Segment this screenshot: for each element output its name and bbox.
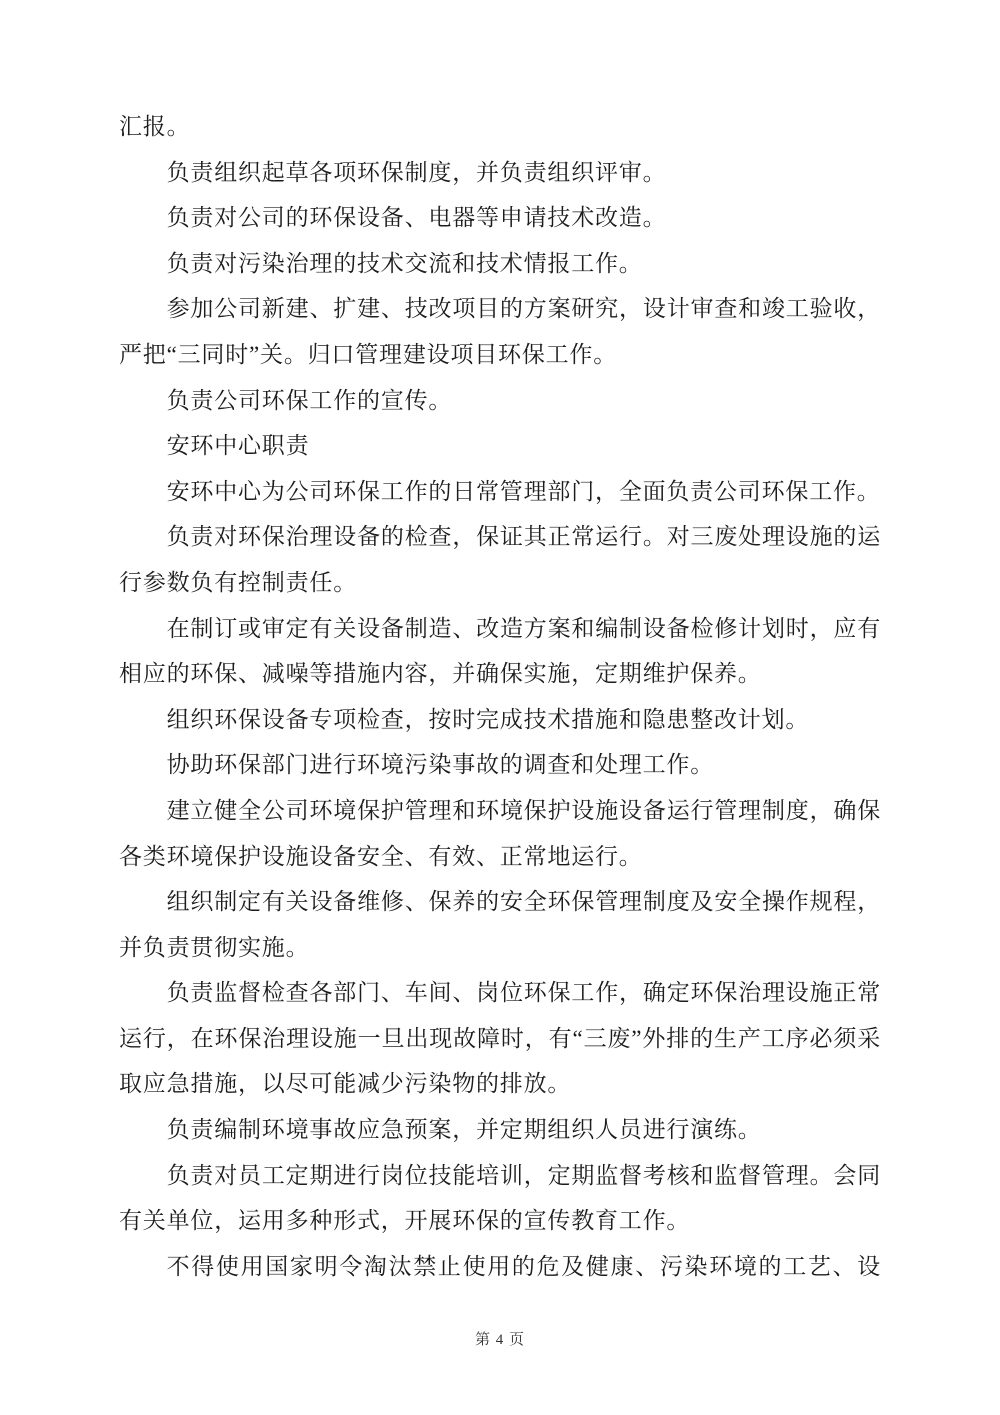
paragraph: 负责对公司的环保设备、电器等申请技术改造。 (166, 205, 667, 231)
paragraph-heading: 安环中心职责 (166, 433, 310, 459)
paragraph: 建立健全公司环境保护管理和环境保护设施设备运行管理制度，确保各类环境保护设施设备安全、有效、正常地运行。 (119, 797, 881, 869)
paragraph: 在制订或审定有关设备制造、改造方案和编制设备检修计划时，应有相应的环保、减噪等措施内容，并确保实施，定期维护保养。 (119, 615, 881, 687)
paragraph: 负责对员工定期进行岗位技能培训，定期监督考核和监督管理。会同有关单位，运用多种形式，开展环保的宣传教育工作。 (119, 1162, 881, 1234)
page-number: 第 4 页 (474, 1332, 525, 1348)
paragraph: 负责监督检查各部门、车间、岗位环保工作，确定环保治理设施正常运行，在环保治理设施一旦出现故障时，有“三废”外排的生产工序必须采取应急措施，以尽可能减少污染物的排放。 (119, 980, 881, 1097)
paragraph: 协助环保部门进行环境污染事故的调查和处理工作。 (166, 752, 714, 778)
paragraph: 负责对污染治理的技术交流和技术情报工作。 (166, 250, 643, 276)
paragraph: 组织制定有关设备维修、保养的安全环保管理制度及安全操作规程，并负责贯彻实施。 (119, 889, 881, 960)
paragraph: 负责对环保治理设备的检查，保证其正常运行。对三废处理设施的运行参数负有控制责任。 (119, 524, 881, 595)
paragraph: 负责编制环境事故应急预案，并定期组织人员进行演练。 (166, 1117, 762, 1143)
paragraph: 安环中心为公司环保工作的日常管理部门，全面负责公司环保工作。 (166, 478, 881, 504)
paragraph: 不得使用国家明令淘汰禁止使用的危及健康、污染环境的工艺、设 (166, 1253, 881, 1279)
paragraph: 组织环保设备专项检查，按时完成技术措施和隐患整改计划。 (166, 706, 810, 732)
paragraph: 负责公司环保工作的宣传。 (166, 387, 453, 413)
paragraph: 参加公司新建、扩建、技改项目的方案研究，设计审查和竣工验收，严把“三同时”关。归口管理建设项目环保工作。 (119, 296, 881, 367)
paragraph: 负责组织起草各项环保制度，并负责组织评审。 (166, 159, 667, 185)
paragraph: 汇报。 (119, 114, 191, 139)
